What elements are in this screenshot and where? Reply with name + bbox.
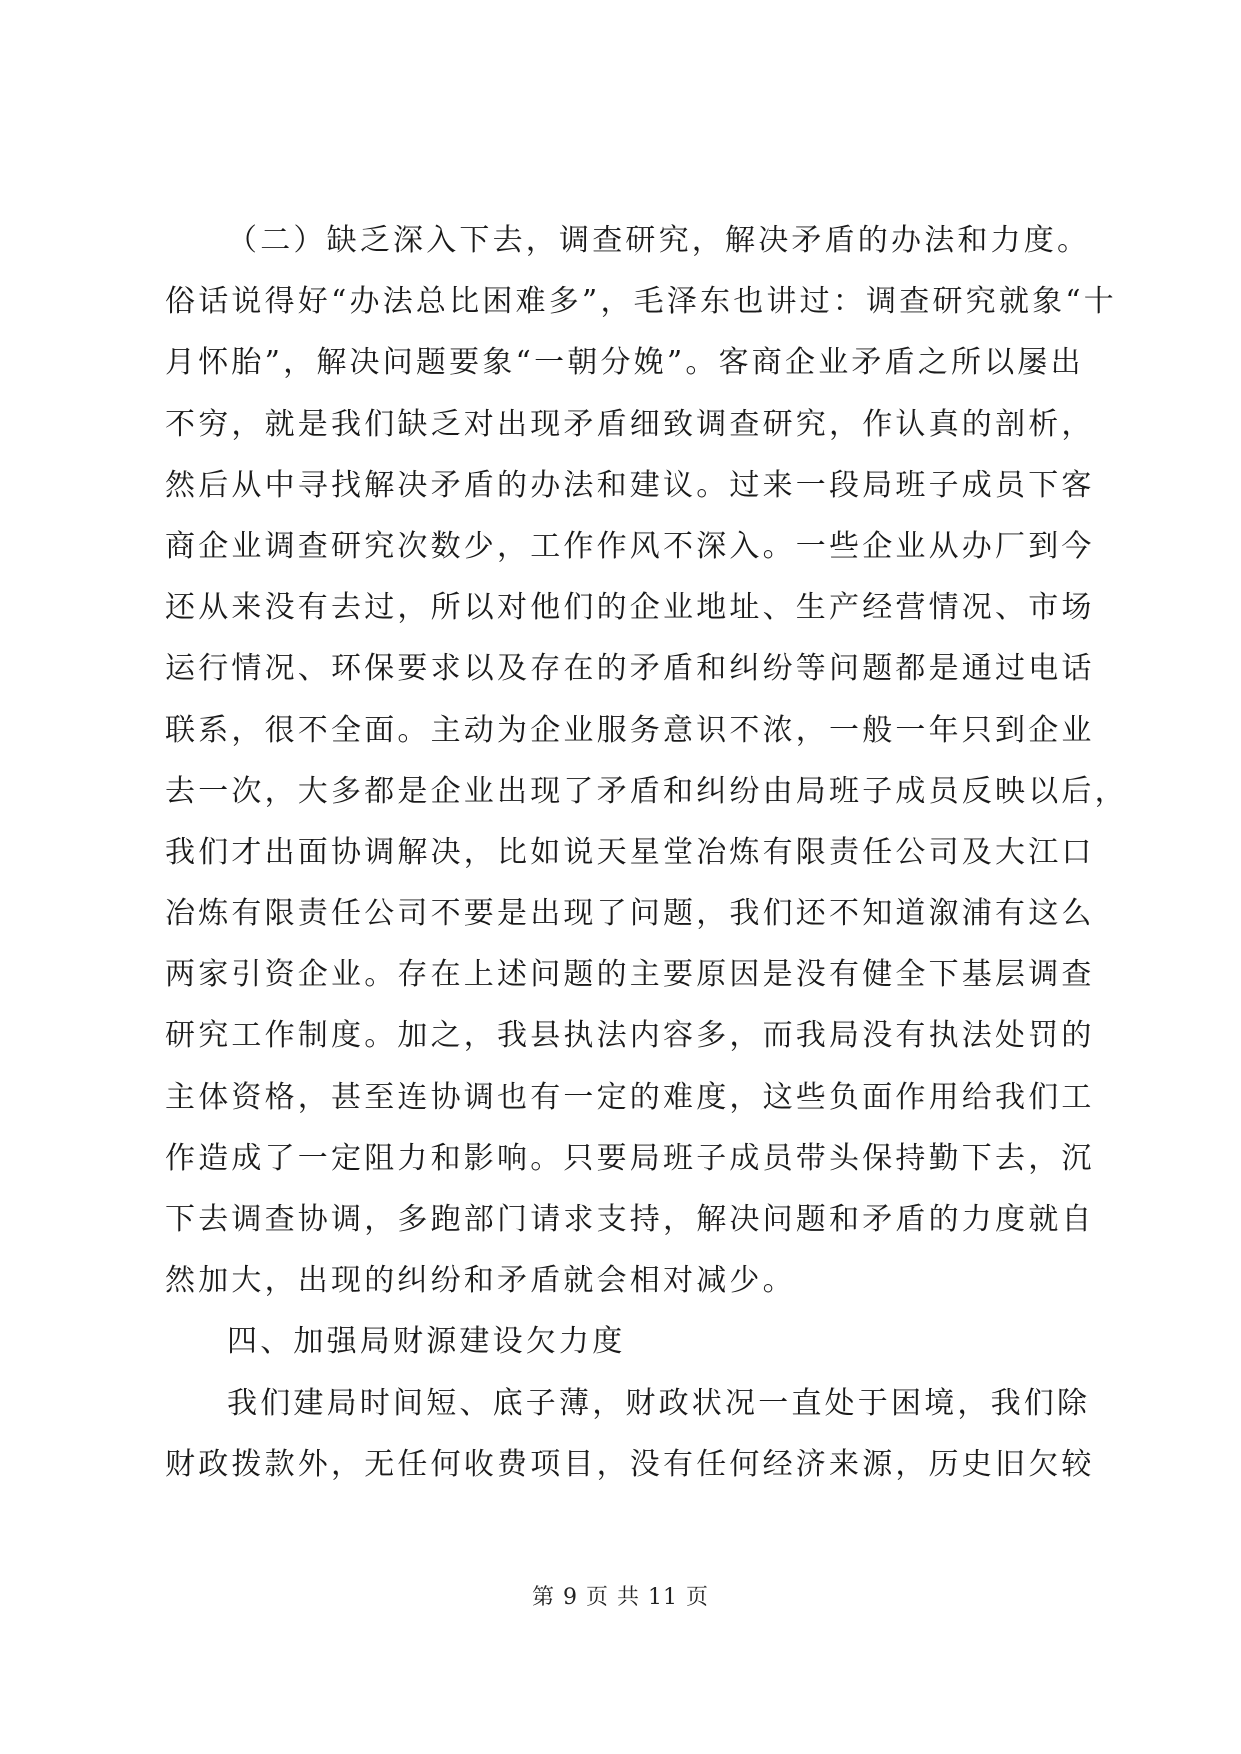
paragraph-line: 不穷，就是我们缺乏对出现矛盾细致调查研究，作认真的剖析，	[165, 406, 1095, 442]
paragraph-line: 下去调查协调，多跑部门请求支持，解决问题和矛盾的力度就自	[165, 1202, 1095, 1237]
section-heading: 四、加强局财源建设欠力度	[227, 1324, 626, 1360]
paragraph-line: 研究工作制度。加之，我县执法内容多，而我局没有执法处罚的	[165, 1018, 1095, 1054]
paragraph-line: 两家引资企业。存在上述问题的主要原因是没有健全下基层调查	[165, 957, 1095, 993]
body-text	[165, 210, 1128, 1495]
paragraph-line: 主体资格，甚至连协调也有一定的难度，这些负面作用给我们工	[165, 1079, 1095, 1115]
paragraph-line: （二）缺乏深入下去，调查研究，解决矛盾的办法和力度。	[227, 223, 1091, 258]
paragraph-line: 作造成了一定阻力和影响。只要局班子成员带头保持勤下去，沉	[165, 1140, 1095, 1176]
paragraph-line: 俗话说得好“办法总比困难多”，毛泽东也讲过：调查研究就象“十	[165, 284, 1118, 320]
paragraph-line: 然后从中寻找解决矛盾的办法和建议。过来一段局班子成员下客	[165, 467, 1095, 503]
page-number-footer: 第 9 页 共 11 页	[532, 1585, 709, 1610]
paragraph-line: 冶炼有限责任公司不要是出现了问题，我们还不知道溆浦有这么	[165, 896, 1095, 932]
paragraph-line: 然加大，出现的纠纷和矛盾就会相对减少。	[165, 1263, 796, 1299]
paragraph-line: 还从来没有去过，所以对他们的企业地址、生产经营情况、市场	[165, 590, 1095, 626]
paragraph-line: 去一次，大多都是企业出现了矛盾和纠纷由局班子成员反映以后，	[165, 773, 1128, 809]
paragraph-line: 月怀胎”，解决问题要象“一朝分娩”。客商企业矛盾之所以屡出	[165, 345, 1084, 381]
paragraph-line: 财政拨款外，无任何收费项目，没有任何经济来源，历史旧欠较	[165, 1446, 1095, 1482]
paragraph-line: 运行情况、环保要求以及存在的矛盾和纠纷等问题都是通过电话	[165, 651, 1095, 687]
paragraph-line: 我们才出面协调解决，比如说天星堂冶炼有限责任公司及大江口	[165, 834, 1095, 870]
paragraph-line: 我们建局时间短、底子薄，财政状况一直处于困境，我们除	[227, 1385, 1091, 1421]
paragraph-line: 商企业调查研究次数少，工作作风不深入。一些企业从办厂到今	[165, 528, 1095, 564]
paragraph-line: 联系，很不全面。主动为企业服务意识不浓，一般一年只到企业	[165, 712, 1095, 748]
